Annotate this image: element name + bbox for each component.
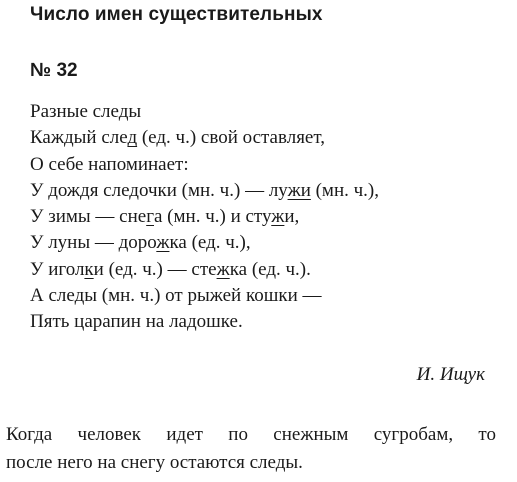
- poem-text: Каждый сле: [30, 127, 128, 149]
- poem-text: О себе напоминает:: [30, 153, 189, 175]
- poem-author: И. Ищук: [416, 364, 485, 385]
- explanation-paragraph: [6, 421, 496, 477]
- underlined-letter: ж: [271, 206, 285, 228]
- poem-line: [30, 283, 500, 309]
- underlined-letter: ж: [216, 258, 230, 280]
- poem-line: [30, 152, 500, 178]
- exercise-number: № 32: [30, 60, 78, 81]
- poem-title: Разные следы: [30, 101, 142, 122]
- poem-text: У луны — доро: [30, 232, 157, 254]
- underlined-letter: г: [146, 206, 154, 228]
- underlined-letter: д: [127, 127, 138, 149]
- underlined-letter: д: [129, 179, 139, 201]
- poem-text: У дождя сле: [30, 179, 130, 201]
- section-title: Число имен существительных: [30, 4, 323, 25]
- poem-text: и,: [284, 206, 300, 228]
- poem-text: У игол: [30, 258, 85, 280]
- poem-text: (мн. ч.),: [310, 179, 380, 201]
- poem-line: [30, 125, 500, 151]
- poem-line: [30, 230, 500, 256]
- poem-text: а (мн. ч.) и сту: [154, 206, 272, 228]
- poem-text: А сле: [30, 285, 75, 307]
- poem-text: (ед. ч.) свой оставляет,: [137, 127, 325, 149]
- poem-line: [30, 309, 500, 335]
- poem-line: [30, 178, 500, 204]
- paragraph-line: после него на снегу остаются следы.: [6, 452, 303, 473]
- underlined-letter: ж: [156, 232, 170, 254]
- poem-text: Пять царапин на ладошке.: [30, 311, 243, 333]
- poem-line: [30, 257, 500, 283]
- poem: [30, 99, 500, 336]
- poem-text: ы (мн. ч.) от рыжей кошки —: [84, 285, 322, 307]
- paragraph-line: Когда человек идет по снежным сугробам, то: [6, 424, 496, 445]
- poem-text: ка (ед. ч.).: [229, 258, 311, 280]
- poem-text: очки (мн. ч.) — лу: [138, 179, 288, 201]
- poem-text: ка (ед. ч.),: [169, 232, 251, 254]
- underlined-letter: д: [74, 285, 85, 307]
- poem-line: [30, 204, 500, 230]
- underlined-letter: к: [84, 258, 94, 280]
- poem-text: У зимы — сне: [30, 206, 147, 228]
- underlined-letter: жи: [287, 179, 311, 201]
- poem-text: и (ед. ч.) — сте: [93, 258, 217, 280]
